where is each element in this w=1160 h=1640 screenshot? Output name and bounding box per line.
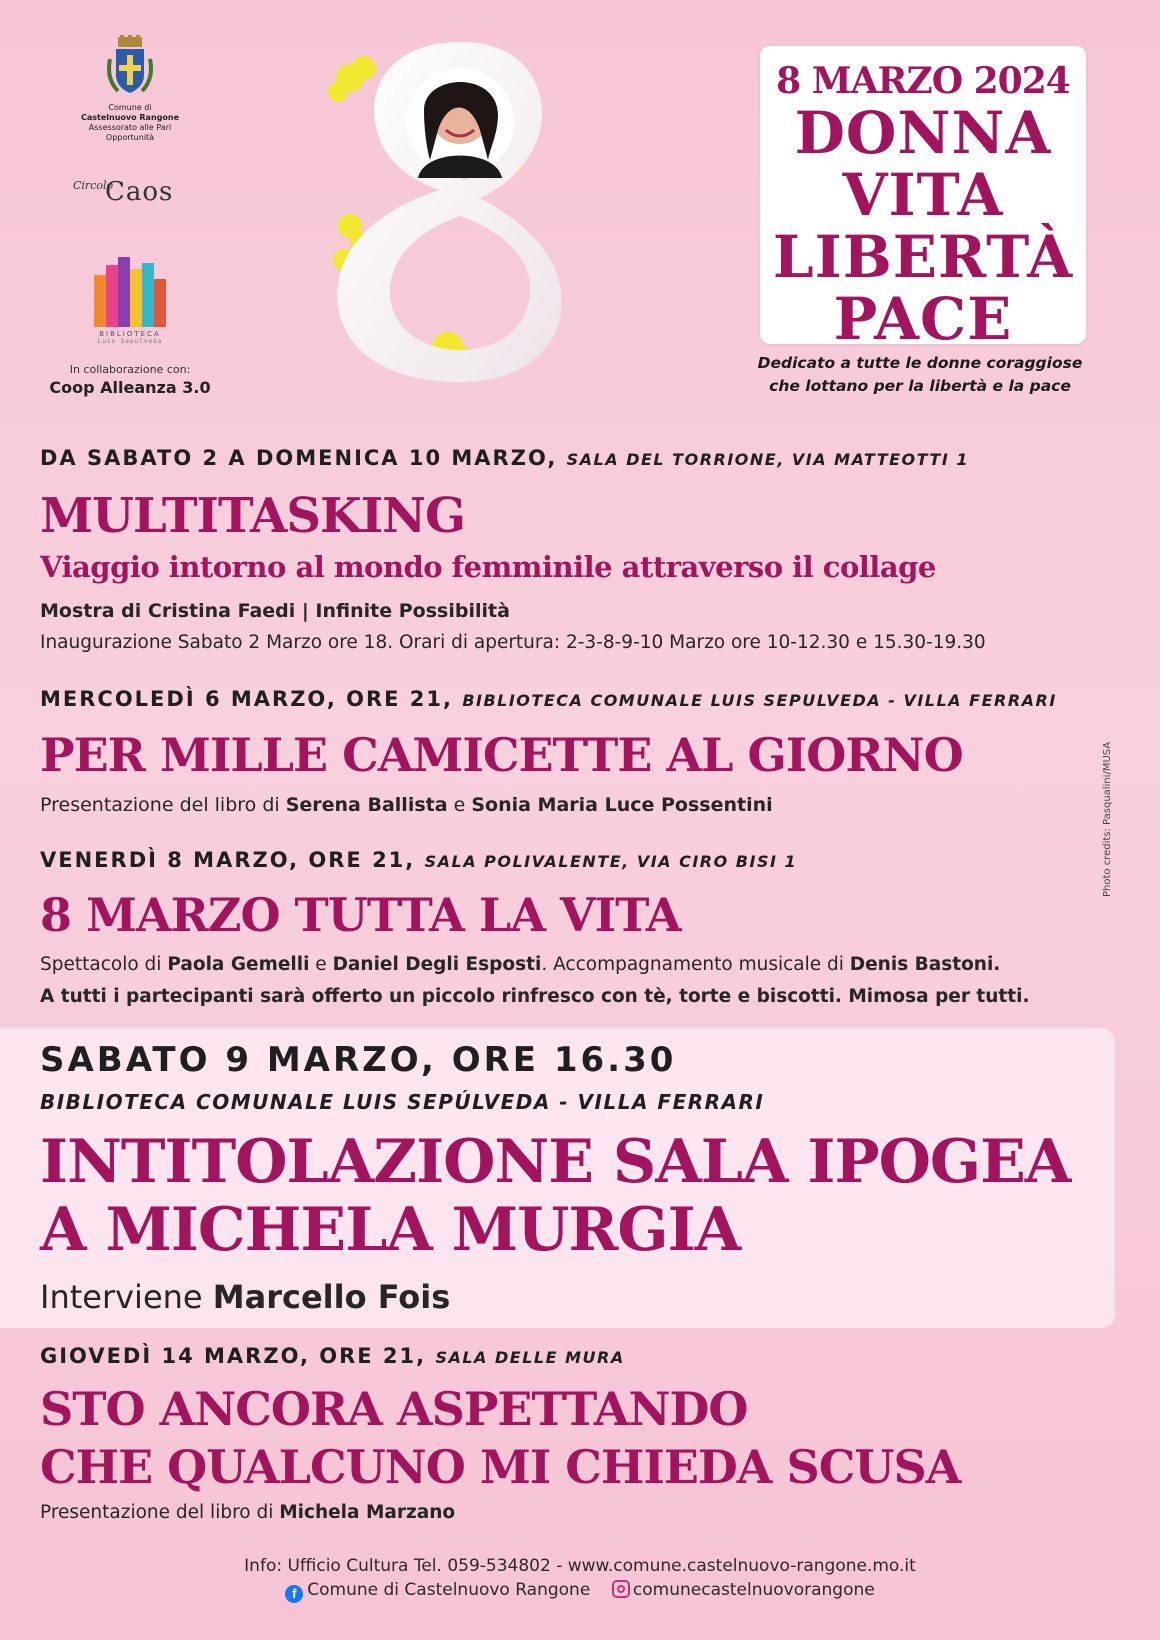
event1-title: MULTITASKING [40, 488, 466, 544]
event4-intervention [40, 1278, 450, 1316]
dedication-line1: Dedicato a tutte le donne coraggiose [757, 354, 1083, 372]
event4-int-label: Interviene [40, 1278, 213, 1316]
event1-header [40, 446, 969, 470]
event3-l1-a: Spettacolo di [40, 954, 168, 975]
facebook-handle[interactable]: Comune di Castelnuovo Rangone [307, 1580, 591, 1600]
event1-place: SALA DEL TORRIONE, VIA MATTEOTTI 1 [566, 450, 969, 469]
eight-graphic-icon [320, 30, 590, 390]
comune-label [30, 103, 230, 143]
event2-place: BIBLIOTECA COMUNALE LUIS SEPULVEDA - VILLA FERRARI [462, 691, 1057, 710]
facebook-icon: f [285, 1585, 303, 1603]
title-line-4: PACE [833, 285, 1013, 353]
event5-title1: STO ANCORA ASPETTANDO [40, 1382, 748, 1436]
comune-line1: Comune di [108, 103, 152, 112]
event3-line1 [40, 954, 1000, 975]
books-icon [90, 257, 170, 327]
title-line-3: LIBERTÀ [772, 223, 1074, 291]
event5-header [40, 1344, 625, 1368]
event4-place: BIBLIOTECA COMUNALE LUIS SEPÚLVEDA - VILLA FERRARI [40, 1090, 765, 1114]
collab-name: Coop Alleanza 3.0 [49, 378, 211, 397]
event5-line [40, 1502, 455, 1523]
event3-l1-e: . Accompagnamento musicale di [541, 954, 850, 975]
event5-line-pre: Presentazione del libro di [40, 1502, 280, 1523]
comune-line2: Castelnuovo Rangone [80, 113, 179, 122]
circolo-label: Circolo [73, 179, 114, 192]
caos-label: Caos [105, 177, 174, 207]
event1-date: DA SABATO 2 A DOMENICA 10 MARZO, [40, 446, 558, 470]
event1-line1: Mostra di Cristina Faedi | Infinite Possibilità [40, 600, 510, 622]
event4-title2: A MICHELA MURGIA [40, 1195, 741, 1265]
instagram-handle[interactable]: comunecastelnuovorangone [632, 1580, 875, 1600]
event4-title1: INTITOLAZIONE SALA IPOGEA [40, 1127, 1071, 1197]
collab-label: In collaborazione con: [69, 363, 191, 376]
event3-place: SALA POLIVALENTE, VIA CIRO BISI 1 [424, 852, 798, 871]
event5-title2: CHE QUALCUNO MI CHIEDA SCUSA [40, 1440, 961, 1494]
event3-date: VENERDÌ 8 MARZO, ORE 21, [40, 848, 416, 872]
eight-figure [320, 30, 590, 390]
circolo-caos-logo [75, 177, 185, 237]
event2-title: PER MILLE CAMICETTE AL GIORNO [40, 728, 963, 782]
event2-line-pre: Presentazione del libro di [40, 794, 286, 816]
footer-info: Info: Ufficio Cultura Tel. 059-534802 - www.comune.castelnuovo-rangone.mo.it [244, 1556, 916, 1576]
title-date: 8 MARZO 2024 [776, 60, 1070, 102]
title-box [760, 46, 1086, 353]
event2-author1: Serena Ballista [285, 794, 448, 816]
comune-line4: Opportunità [105, 133, 155, 142]
instagram-icon [612, 1580, 630, 1598]
dedication [730, 352, 1110, 398]
event2-line [40, 794, 773, 816]
biblioteca-logo [90, 257, 170, 345]
event5-place: SALA DELLE MURA [435, 1348, 625, 1367]
event1-line2: Inaugurazione Sabato 2 Marzo ore 18. Orari di apertura: 2-3-8-9-10 Marzo ore 10-12.30 e 15.30-19.30 [40, 632, 986, 653]
event3-title: 8 MARZO TUTTA LA VITA [40, 888, 681, 942]
event4-date: SABATO 9 MARZO, ORE 16.30 [40, 1040, 677, 1080]
comune-line3: Assessorato alle Pari [88, 123, 172, 132]
event2-date: MERCOLEDÌ 6 MARZO, ORE 21, [40, 687, 453, 711]
photo-credit: Photo credits: Pasqualini/MUSA [1102, 741, 1113, 897]
event3-line2: A tutti i partecipanti sarà offerto un piccolo rinfresco con tè, torte e biscotti. Mimosa per tutti. [40, 986, 1030, 1007]
event3-l1-c: e [309, 954, 333, 975]
footer-social [0, 1580, 1160, 1603]
comune-crest-icon [104, 35, 156, 99]
event3-l1-b: Paola Gemelli [167, 954, 310, 975]
event1-subtitle: Viaggio intorno al mondo femminile attraverso il collage [40, 550, 936, 584]
event3-header [40, 848, 797, 872]
event2-author2: Sonia Maria Luce Possentini [471, 794, 773, 816]
event5-date: GIOVEDÌ 14 MARZO, ORE 21, [40, 1344, 427, 1368]
event5-author: Michela Marzano [279, 1502, 456, 1523]
event3-l1-d: Daniel Degli Esposti [332, 954, 542, 975]
event4-header [40, 1090, 764, 1114]
event4-int-name: Marcello Fois [212, 1278, 451, 1316]
biblioteca-name: BIBLIOTECA [99, 330, 161, 338]
event2-header [40, 687, 1057, 711]
title-line-1: DONNA [794, 99, 1052, 167]
biblioteca-sub: Luis Sepulveda [97, 338, 163, 345]
partner-logos [30, 35, 230, 397]
event2-line-mid: e [447, 794, 472, 816]
title-line-2: VITA [842, 161, 1004, 229]
event3-l1-f: Denis Bastoni. [849, 954, 1001, 975]
dedication-line2: che lottano per la libertà e la pace [769, 377, 1071, 395]
